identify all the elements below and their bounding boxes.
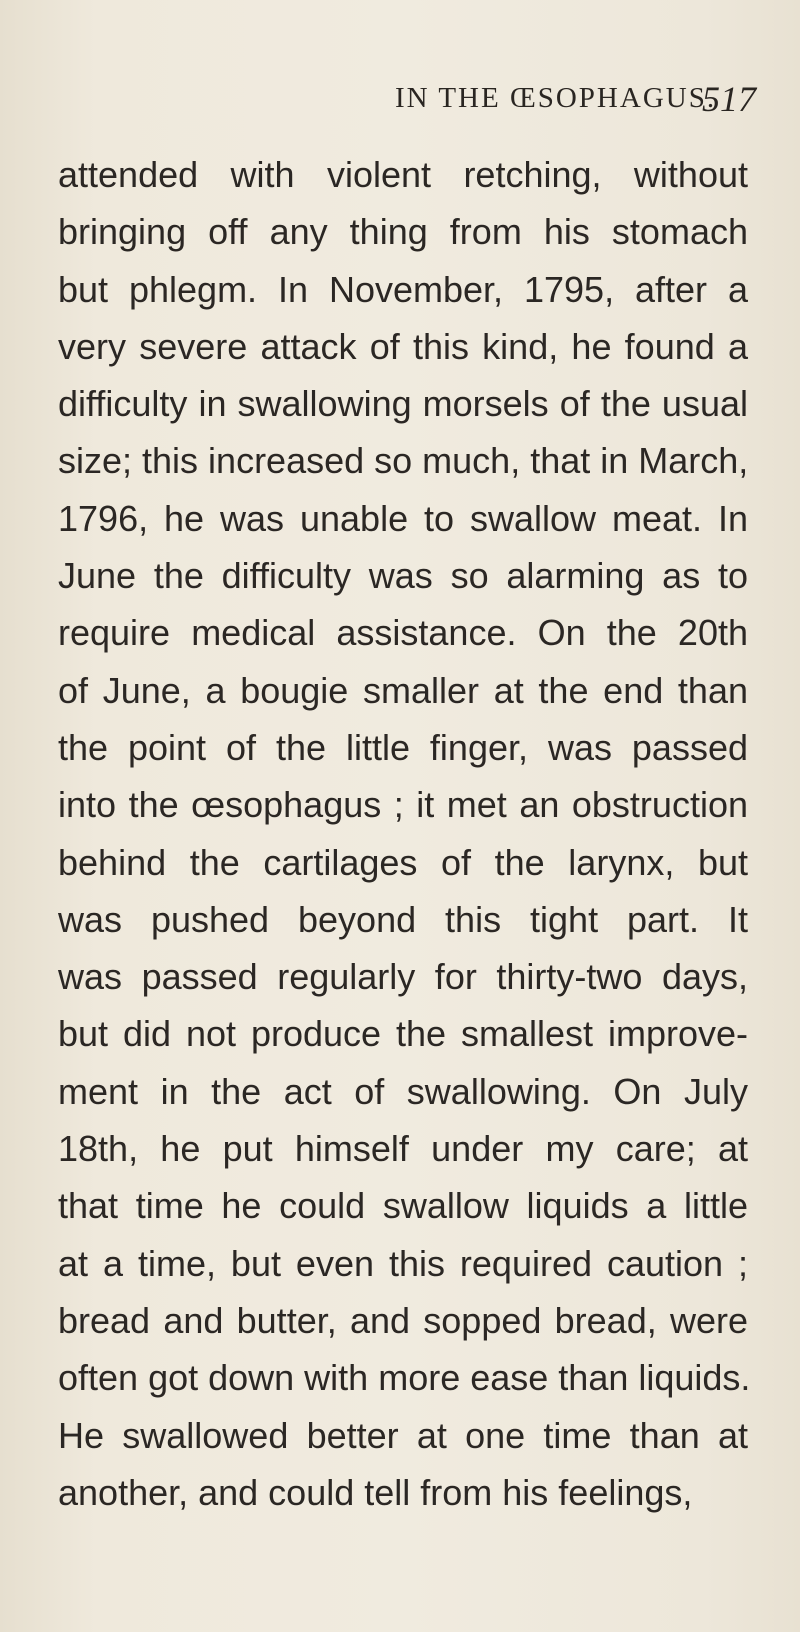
text-line: that time he could swallow liquids a little [58,1185,748,1227]
body-text [58,146,751,1521]
text-line: another, and could tell from his feelings, [58,1471,693,1513]
text-line: He swallowed better at one time than at [58,1414,748,1456]
text-line: at a time, but even this required caution ; [58,1242,748,1284]
text-line: size; this increased so much, that in March, [58,440,749,482]
text-line: was passed regularly for thirty-two days, [58,956,748,998]
text-line: very severe attack of this kind, he found a [58,325,748,367]
text-line: often got down with more ease than liquids. [58,1357,751,1399]
text-line: into the œsophagus ; it met an obstruction [58,784,748,826]
text-line: but did not produce the smallest improve- [58,1013,748,1055]
text-line: 18th, he put himself under my care; at [58,1128,748,1170]
page-header [0,79,800,132]
text-line: difficulty in swallowing morsels of the usual [58,383,748,425]
text-line: but phlegm. In November, 1795, after a [58,268,748,310]
text-line: ment in the act of swallowing. On July [58,1070,748,1112]
text-line: require medical assistance. On the 20th [58,612,748,654]
text-line: bringing off any thing from his stomach [58,211,748,253]
text-line: June the difficulty was so alarming as to [58,555,748,597]
running-head: IN THE ŒSOPHAGUS. [395,82,717,114]
text-line: 1796, he was unable to swallow meat. In [58,497,748,539]
text-line: bread and butter, and sopped bread, were [58,1299,748,1341]
text-line: was pushed beyond this tight part. It [58,898,748,940]
text-line: of June, a bougie smaller at the end than [58,669,748,711]
text-line: attended with violent retching, without [58,154,748,195]
text-line: the point of the little finger, was passed [58,726,748,768]
text-line: behind the cartilages of the larynx, but [58,841,748,883]
page-number: 517 [702,79,756,119]
